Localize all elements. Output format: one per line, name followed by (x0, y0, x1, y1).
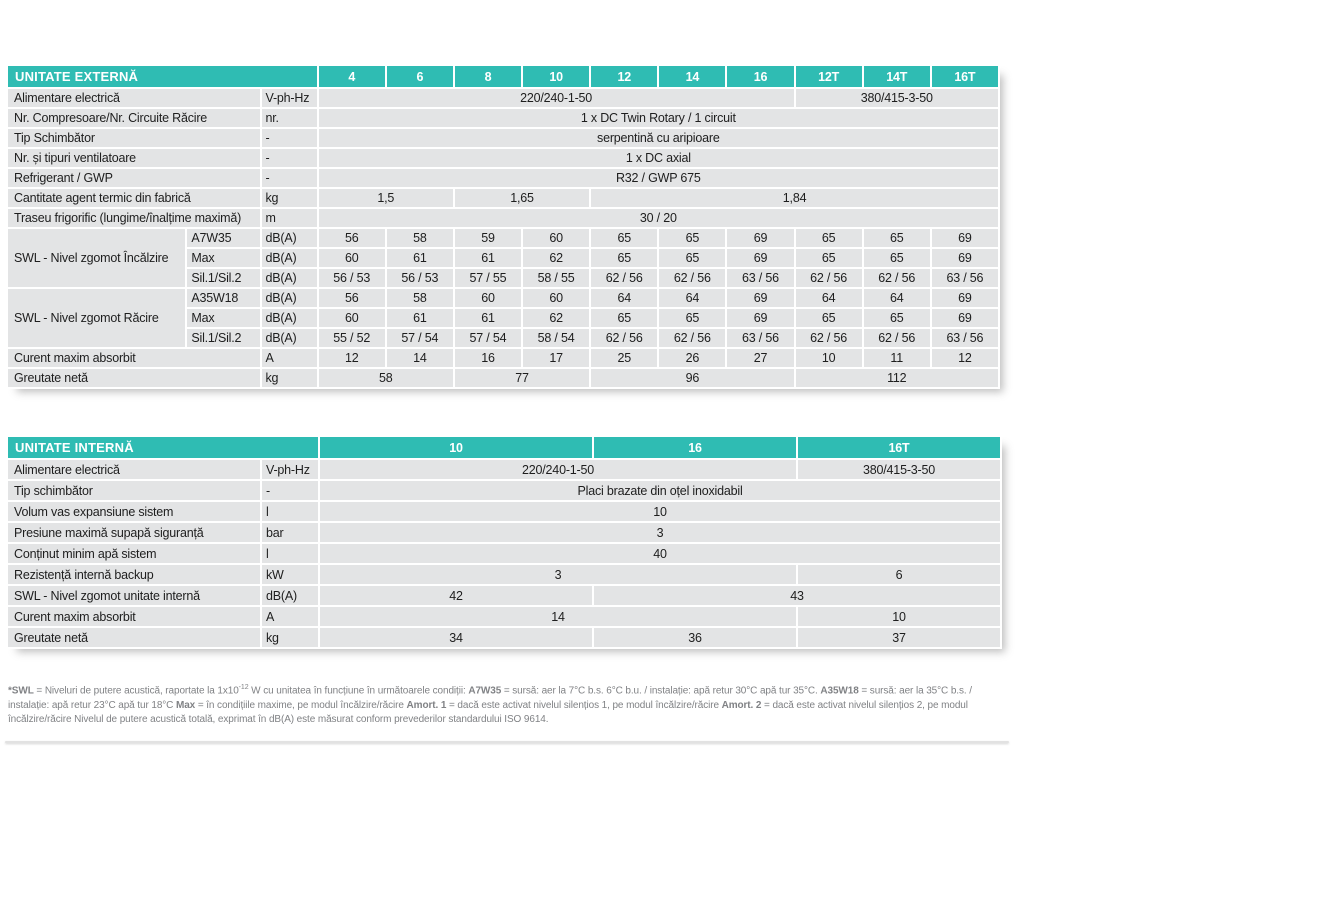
row-unit: dB(A) (262, 249, 317, 267)
data-cell: 11 (864, 349, 930, 367)
row-unit: l (262, 544, 318, 563)
row-label: Curent maxim absorbit (8, 349, 260, 367)
data-cell: 30 / 20 (319, 209, 998, 227)
row-sublabel: A7W35 (187, 229, 259, 247)
footnote-segment: W cu unitatea în funcțiune în următoarele condiții: (248, 685, 469, 697)
data-cell: 56 (319, 229, 385, 247)
column-header-12: 12 (591, 66, 657, 87)
data-cell: 59 (455, 229, 521, 247)
row-unit: dB(A) (262, 329, 317, 347)
data-cell: 65 (591, 249, 657, 267)
data-cell: 60 (523, 229, 589, 247)
data-cell: 63 / 56 (932, 329, 998, 347)
column-header-6: 6 (387, 66, 453, 87)
data-cell: 220/240-1-50 (320, 460, 796, 479)
column-header-14T: 14T (864, 66, 930, 87)
data-cell: 40 (320, 544, 1000, 563)
row-unit: dB(A) (262, 309, 317, 327)
data-cell: 1 x DC Twin Rotary / 1 circuit (319, 109, 998, 127)
data-cell: 65 (864, 249, 930, 267)
footnote-segment: A35W18 (820, 685, 859, 697)
data-cell: 16 (455, 349, 521, 367)
row-label: Traseu frigorific (lungime/înalțime maximă) (8, 209, 260, 227)
column-header-16: 16 (727, 66, 793, 87)
column-header-4: 4 (319, 66, 385, 87)
data-cell: 27 (727, 349, 793, 367)
data-cell: 65 (864, 309, 930, 327)
divider-line (5, 741, 1009, 743)
row-label: Greutate netă (8, 628, 260, 647)
row-label: Tip Schimbător (8, 129, 260, 147)
data-cell: 12 (932, 349, 998, 367)
data-cell: 62 / 56 (591, 329, 657, 347)
data-cell: 62 / 56 (659, 269, 725, 287)
row-unit: A (262, 349, 317, 367)
external-unit-table (6, 64, 1000, 389)
table-title: UNITATE EXTERNĂ (8, 66, 317, 87)
row-label: Refrigerant / GWP (8, 169, 260, 187)
data-cell: 61 (455, 309, 521, 327)
data-cell: 69 (727, 309, 793, 327)
row-unit: kg (262, 628, 318, 647)
row-sublabel: A35W18 (187, 289, 259, 307)
data-cell: 64 (659, 289, 725, 307)
data-cell: 64 (796, 289, 862, 307)
row-sublabel: Sil.1/Sil.2 (187, 329, 259, 347)
data-cell: 42 (320, 586, 592, 605)
data-cell: 58 (387, 289, 453, 307)
data-cell: 380/415-3-50 (796, 89, 998, 107)
internal-unit-table (6, 435, 1002, 649)
row-label: SWL - Nivel zgomot unitate internă (8, 586, 260, 605)
data-cell: 62 / 56 (864, 329, 930, 347)
data-cell: 62 / 56 (864, 269, 930, 287)
data-cell: 10 (320, 502, 1000, 521)
row-unit: dB(A) (262, 289, 317, 307)
footnote-segment: = dacă este activat nivelul silențios 2, pe modul încălzire/răcire Nivelul de putere acustică totală, exprimat în dB(A) este măsurat conform prevederilor standardului ISO 9614. (8, 699, 968, 726)
data-cell: 69 (727, 249, 793, 267)
column-header-16T: 16T (798, 437, 1000, 458)
row-unit: l (262, 502, 318, 521)
data-cell: 77 (455, 369, 589, 387)
footnote-segment: = sursă: aer la 7°C b.s. 6°C b.u. / instalație: apă retur 30°C apă tur 35°C. (501, 685, 821, 697)
row-label: Alimentare electrică (8, 460, 260, 479)
row-label: Rezistență internă backup (8, 565, 260, 584)
data-cell: 65 (659, 229, 725, 247)
data-cell: 58 (387, 229, 453, 247)
column-header-16T: 16T (932, 66, 998, 87)
row-unit: kW (262, 565, 318, 584)
data-cell: 37 (798, 628, 1000, 647)
data-cell: 36 (594, 628, 796, 647)
row-label: Cantitate agent termic din fabrică (8, 189, 260, 207)
data-cell: 64 (591, 289, 657, 307)
data-cell: 61 (455, 249, 521, 267)
data-cell: 1 x DC axial (319, 149, 998, 167)
footnote-segment: = Niveluri de putere acustică, raportate la 1x10 (33, 685, 239, 697)
row-unit: V-ph-Hz (262, 89, 317, 107)
data-cell: 64 (864, 289, 930, 307)
data-cell: 56 / 53 (387, 269, 453, 287)
data-cell: 69 (727, 289, 793, 307)
data-cell: 17 (523, 349, 589, 367)
row-sublabel: Sil.1/Sil.2 (187, 269, 259, 287)
data-cell: 26 (659, 349, 725, 367)
row-unit: m (262, 209, 317, 227)
data-cell: 69 (727, 229, 793, 247)
data-cell: 69 (932, 289, 998, 307)
data-cell: 65 (796, 309, 862, 327)
data-cell: 12 (319, 349, 385, 367)
row-label: Volum vas expansiune sistem (8, 502, 260, 521)
row-label: Alimentare electrică (8, 89, 260, 107)
row-unit: kg (262, 189, 317, 207)
data-cell: 60 (319, 249, 385, 267)
data-cell: 65 (591, 309, 657, 327)
footnote-segment: Max (175, 699, 196, 711)
data-cell: 380/415-3-50 (798, 460, 1000, 479)
row-label: SWL - Nivel zgomot Răcire (8, 289, 185, 347)
column-header-12T: 12T (796, 66, 862, 87)
data-cell: 62 / 56 (796, 269, 862, 287)
data-cell: 65 (796, 249, 862, 267)
row-unit: A (262, 607, 318, 626)
row-sublabel: Max (187, 249, 259, 267)
data-cell: 63 / 56 (727, 269, 793, 287)
data-cell: 10 (798, 607, 1000, 626)
data-cell: 60 (319, 309, 385, 327)
footnote-segment: Amort. 2 (721, 699, 762, 711)
footnote-segment: = în condițiile maxime, pe modul încălzire/răcire (195, 699, 407, 711)
row-unit: - (262, 129, 317, 147)
data-cell: 65 (659, 249, 725, 267)
data-cell: 62 (523, 249, 589, 267)
external-unit-spec-table (6, 64, 1000, 389)
row-unit: nr. (262, 109, 317, 127)
column-header-14: 14 (659, 66, 725, 87)
data-cell: 57 / 54 (387, 329, 453, 347)
row-label: Curent maxim absorbit (8, 607, 260, 626)
data-cell: 62 / 56 (659, 329, 725, 347)
data-cell: 220/240-1-50 (319, 89, 794, 107)
data-cell: 14 (387, 349, 453, 367)
data-cell: 69 (932, 249, 998, 267)
row-unit: dB(A) (262, 229, 317, 247)
row-unit: V-ph-Hz (262, 460, 318, 479)
row-sublabel: Max (187, 309, 259, 327)
footnote-segment: = dacă este activat nivelul silențios 1, pe modul încălzire/răcire (446, 699, 722, 711)
data-cell: 1,5 (319, 189, 453, 207)
footnote-segment: *SWL (8, 685, 34, 697)
data-cell: 60 (523, 289, 589, 307)
row-unit: dB(A) (262, 269, 317, 287)
row-unit: - (262, 481, 318, 500)
data-cell: 56 (319, 289, 385, 307)
data-cell: 3 (320, 523, 1000, 542)
row-unit: kg (262, 369, 317, 387)
data-cell: 65 (659, 309, 725, 327)
data-cell: 34 (320, 628, 592, 647)
data-cell: 14 (320, 607, 796, 626)
column-header-10: 10 (320, 437, 592, 458)
data-cell: 62 / 56 (796, 329, 862, 347)
footnote-segment: A7W35 (468, 685, 502, 697)
data-cell: 61 (387, 249, 453, 267)
data-cell: 56 / 53 (319, 269, 385, 287)
column-header-16: 16 (594, 437, 796, 458)
data-cell: 65 (796, 229, 862, 247)
data-cell: 65 (591, 229, 657, 247)
data-cell: 69 (932, 229, 998, 247)
data-cell: R32 / GWP 675 (319, 169, 998, 187)
table-title: UNITATE INTERNĂ (8, 437, 318, 458)
data-cell: 1,65 (455, 189, 589, 207)
data-cell: 58 / 55 (523, 269, 589, 287)
row-label: Conținut minim apă sistem (8, 544, 260, 563)
footnote-segment: = sursă: aer la 35°C b.s. / instalație: apă retur 23°C apă tur 18°C (8, 685, 972, 711)
column-header-8: 8 (455, 66, 521, 87)
data-cell: 61 (387, 309, 453, 327)
data-cell: 58 / 54 (523, 329, 589, 347)
row-label: SWL - Nivel zgomot Încălzire (8, 229, 185, 287)
data-cell: 57 / 55 (455, 269, 521, 287)
data-cell: 63 / 56 (727, 329, 793, 347)
data-cell: 25 (591, 349, 657, 367)
row-label: Tip schimbător (8, 481, 260, 500)
data-cell: 1,84 (591, 189, 998, 207)
data-cell: serpentină cu aripioare (319, 129, 998, 147)
data-cell: 62 / 56 (591, 269, 657, 287)
row-label: Presiune maximă supapă siguranță (8, 523, 260, 542)
data-cell: 6 (798, 565, 1000, 584)
data-cell: 65 (864, 229, 930, 247)
data-cell: 60 (455, 289, 521, 307)
row-unit: - (262, 149, 317, 167)
data-cell: 55 / 52 (319, 329, 385, 347)
internal-unit-spec-table (6, 435, 1002, 649)
data-cell: 57 / 54 (455, 329, 521, 347)
footnote-segment: -12 (238, 684, 249, 691)
data-cell: 96 (591, 369, 793, 387)
data-cell: 63 / 56 (932, 269, 998, 287)
column-header-10: 10 (523, 66, 589, 87)
data-cell: Placi brazate din oțel inoxidabil (320, 481, 1000, 500)
row-unit: - (262, 169, 317, 187)
row-unit: dB(A) (262, 586, 318, 605)
data-cell: 10 (796, 349, 862, 367)
footnote (8, 681, 1012, 728)
data-cell: 62 (523, 309, 589, 327)
footnote-segment: Amort. 1 (406, 699, 447, 711)
row-label: Nr. Compresoare/Nr. Circuite Răcire (8, 109, 260, 127)
row-label: Greutate netă (8, 369, 260, 387)
data-cell: 58 (319, 369, 453, 387)
data-cell: 43 (594, 586, 1000, 605)
data-cell: 3 (320, 565, 796, 584)
row-unit: bar (262, 523, 318, 542)
row-label: Nr. și tipuri ventilatoare (8, 149, 260, 167)
data-cell: 112 (796, 369, 998, 387)
data-cell: 69 (932, 309, 998, 327)
